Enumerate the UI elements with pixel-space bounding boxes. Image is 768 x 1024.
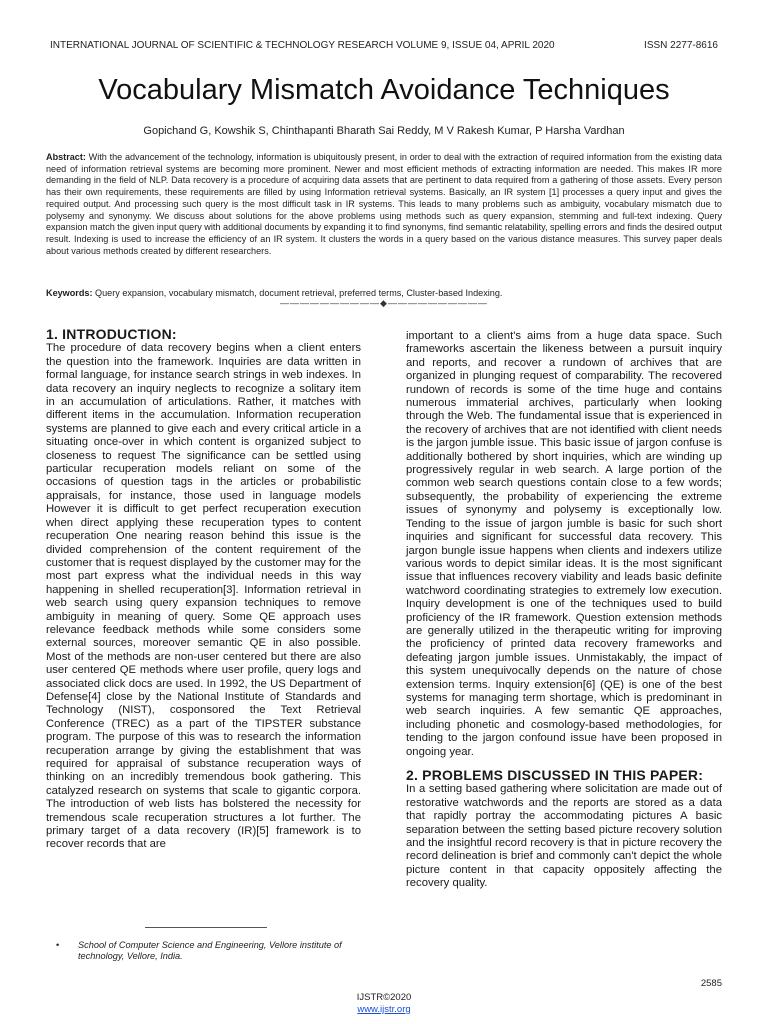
problems-heading: 2. PROBLEMS DISCUSSED IN THIS PAPER: <box>406 767 704 783</box>
footnote-text: School of Computer Science and Engineering, Vellore institute of technology, Vellore, India. <box>78 940 342 961</box>
keywords-text: Query expansion, vocabulary mismatch, document retrieval, preferred terms, Cluster-based Indexing. <box>92 288 503 298</box>
abstract <box>46 152 722 257</box>
right-column <box>406 330 722 891</box>
introduction-continued: important to a client's aims from a huge data space. Such frameworks ascertain the likeness between a pursuit inquiry and reports, and recover a rundown of archives that are organized in plunging request of comparability. The recovered rundown of records is some of the time huge and contains numerous immaterial archives, particularly when looking through the Web. The fundamental issue that is experienced in the recovery of archives that are not identified with client needs is the jargon jumble issue. This basic issue of jargon confuse is additionally bothered by short inquiries, which are winding up progressively regular in web search. A large portion of the common web search questions contain close to a few words; subsequently, the probability of experiencing the extreme issues of synonymy and polysemy is exceptionally low. Tending to the issue of jargon jumble is basic for such short inquiries and significant for successful data recovery. This jargon bungle issue happens when clients and indexers utilize various words to depict similar ideas. It is the most significant issue that influences recovery viability and leads basic definite watchword coordinating strategies to extremely low execution. Inquiry development is one of the techniques used to build proficiency of the IR framework. Question extension methods are generally utilized in the therapeutic writing for improving the proficiency of printed data recovery frameworks and defeating jargon jumble issues. Unmistakably, the impact of this system unequivocally depends on the nature of chose extension terms. Inquiry extension[6] (QE) is one of the best systems for managing term shortage, which is predominant in web search inquiries. A few semantic QE approaches, including phonetic and cosmology-based methodologies, for tending to the jargon confound issue have been proposed in ongoing year. <box>406 330 722 758</box>
problems-paragraph: In a setting based gathering where solicitation are made out of restorative watchwords and the reports are stored as a data that rapidly portray the accommodating pictures A basic separation between the setting based picture recovery solution and the insightful record recovery is that in picture recovery the record delineation is brief and commonly can't depict the whole picture content in that capacity oppositely affecting the recovery quality. <box>406 783 722 890</box>
introduction-paragraph: The procedure of data recovery begins when a client enters the question into the framework. Inquiries are data written in formal language, for instance search strings in web indexes. In data recovery an inquiry neglects to recognize a solitary item in an accumulation of articulations. Rather, it matches with different items in the accumulation. Information recuperation systems are planned to give each and every critical article in a situating once-over in which content is organized subject to closeness to request The significance can be settled using particular recuperation models reliant on some of the occasions of question tags in the articles or probabilistic appraisals, for instance, those used in language models However it is difficult to get perfect recuperation execution when direct applying these recuperation types to content recuperation One nearing reason behind this issue is the divided comprehension of the content requirement of the customer that is request displayed by the customer may for the most part express what the individual needs in this way happening in shelled recuperation[3]. Information retrieval in web search using query expansion techniques to remove ambiguity in meaning of query. Some QE approach uses relevance feedback methods while some considers some external sources, moreover semantic QE in also possible. Most of the methods are non-user centered but there are also user centered QE methods where user profile, query logs and associated click docs are used. In 1992, the US Department of Defense[4] close by the National Institute of Standards and Technology (NIST), cosponsored the Text Retrieval Conference (TREC) as a part of the TIPSTER substance program. The purpose of this was to research the information recuperation arrange by giving the establishment that was required for appraisal of substance recuperation ways of thinking on an incredibly tremendous book gathering. This catalyzed research on systems that scale to gigantic corpora. The introduction of web lists has bolstered the necessity for tremendous scale recuperation structures a lot further. The primary target of a data recovery (IR)[5] framework is to recover records that are <box>46 342 361 851</box>
author-list: Gopichand G, Kowshik S, Chinthapanti Bharath Sai Reddy, M V Rakesh Kumar, P Harsha Vardhan <box>143 125 625 137</box>
footnote-rule <box>145 927 267 928</box>
keywords-label: Keywords: <box>46 288 93 298</box>
affiliation-footnote <box>56 940 366 962</box>
left-column <box>46 328 361 852</box>
journal-name: INTERNATIONAL JOURNAL OF SCIENTIFIC & TECHNOLOGY RESEARCH VOLUME 9, ISSUE 04, APRIL 2020 <box>50 40 555 51</box>
copyright: IJSTR©2020 <box>356 992 412 1003</box>
running-header <box>50 40 718 51</box>
keywords <box>46 288 722 298</box>
paper-title: Vocabulary Mismatch Avoidance Techniques <box>98 74 670 106</box>
abstract-label: Abstract: <box>46 152 86 162</box>
footnote-bullet: • <box>56 940 60 950</box>
section-separator: ——————————◆—————————— <box>280 298 488 308</box>
issn: ISSN 2277-8616 <box>644 40 718 51</box>
page-footer <box>0 992 768 1016</box>
introduction-heading: 1. INTRODUCTION: <box>46 326 177 342</box>
page-number: 2585 <box>700 978 722 989</box>
journal-link[interactable]: www.ijstr.org <box>357 1004 411 1015</box>
abstract-text: With the advancement of the technology, information is ubiquitously present, in order to deal with the extraction of required information from the existing data need of information retrieval systems are becoming more prominent. Newer and most efficient methods of extracting information are needed. This makes IR more demanding in the field of NLP. Data recovery is a procedure of acquiring data assets that are pertinent to data required from a gathering of those assets. Every person has their own requirements, these requirements are filled by using Information retrieval systems. Basically, an IR system [1] processes a query input and gives the required output. And processing such query is the most difficult task in IR systems. This leads to many problems such as ambiguity, vocabulary mismatch due to polysemy and synonymy. We discuss about solutions for the above problems using methods such as query expansion, stemming and full-text indexing. Query expansion match the given input query with additional documents by expanding it to find synonyms, find semantic relatability, spelling errors and finds the desired output result. Indexing is used to increase the efficiency of an IR system. It clusters the words in a query based on the various distance measures. This survey paper deals about various methods created by different researchers. <box>46 152 722 256</box>
